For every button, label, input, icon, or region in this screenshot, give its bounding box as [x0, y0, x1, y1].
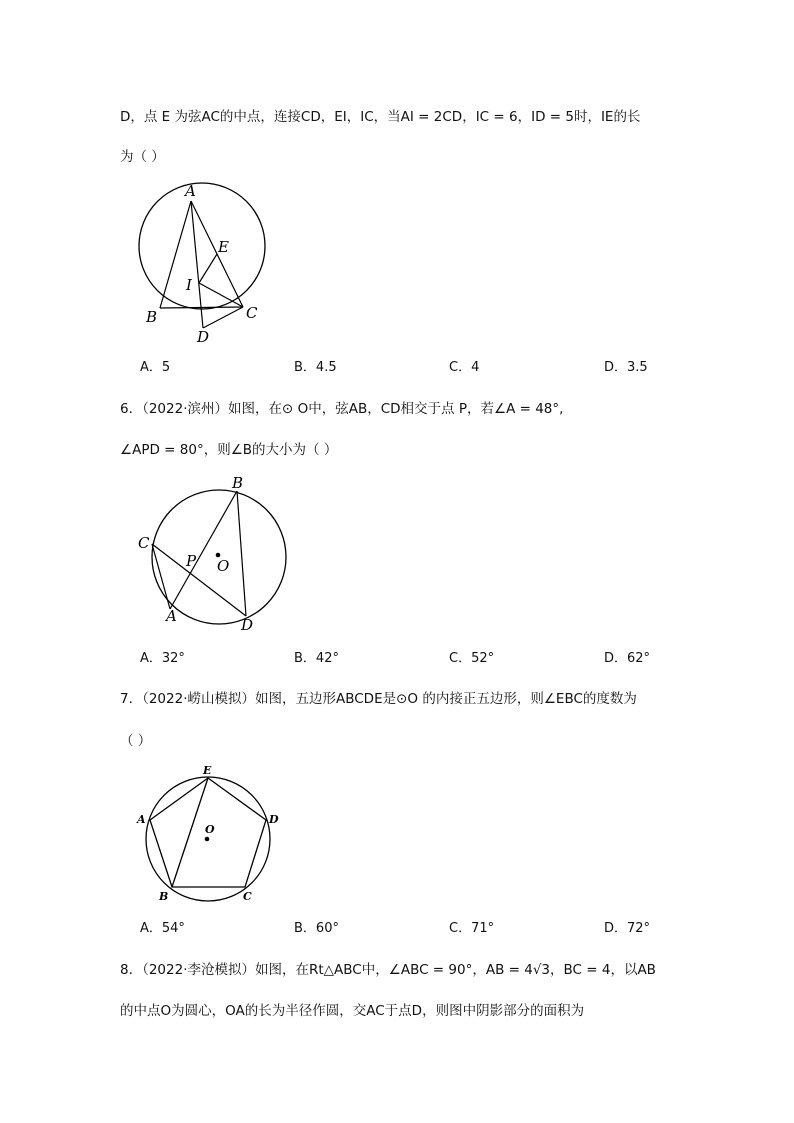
q6-label-o: O	[217, 557, 230, 575]
q6-figure	[135, 470, 290, 638]
q8-text-line2: 的中点O为圆心，OA的长为半径作圆，交AC于点D，则图中阴影部分的面积为	[120, 1003, 585, 1019]
q7-label-a: A	[137, 813, 146, 826]
q6-option-a: A．32°	[140, 651, 185, 666]
q8-text-line1: 8．（2022·李沧模拟）如图，在Rt△ABC中，∠ABC = 90°，AB = 4√3，BC = 4，以AB	[120, 962, 656, 978]
q5-option-c: C．4	[449, 360, 480, 375]
q7-center-dot	[205, 837, 210, 842]
q7-figure	[132, 760, 282, 910]
q7-label-e: E	[203, 764, 212, 777]
q7-option-d: D．72°	[604, 921, 651, 936]
q5-label-b: B	[146, 308, 158, 326]
q7-label-d: D	[269, 813, 279, 826]
q7-option-b: B．60°	[294, 921, 339, 936]
q5-option-b: B．4.5	[294, 360, 337, 375]
q7-text-line2: （ ）	[120, 733, 152, 749]
q7-text-line1: 7．（2022·崂山模拟）如图，五边形ABCDE是⊙O 的内接正五边形，则∠EBC的度数为	[120, 691, 637, 707]
q6-option-c: C．52°	[449, 651, 495, 666]
q6-label-d: D	[241, 616, 254, 634]
q5-option-a: A．5	[140, 360, 171, 375]
q7-option-c: C．71°	[449, 921, 495, 936]
q5-label-c: C	[246, 304, 258, 322]
q6-label-p: P	[186, 552, 197, 570]
q6-option-d: D．62°	[604, 651, 651, 666]
q5-circle	[139, 183, 265, 309]
q7-label-o: O	[205, 823, 215, 836]
q5-text-line1: D，点 E 为弦AC的中点，连接CD，EI，IC，当AI = 2CD，IC = 6，ID = 5时，IE的长	[120, 109, 641, 125]
q6-label-b: B	[232, 474, 244, 492]
q6-text-line1: 6．（2022·滨州）如图，在⊙ O中，弦AB，CD相交于点 P，若∠A = 48°,	[120, 401, 564, 417]
q6-label-c: C	[138, 534, 150, 552]
q7-label-c: C	[243, 890, 252, 903]
q7-option-a: A．54°	[140, 921, 185, 936]
q7-label-b: B	[159, 890, 169, 903]
q5-label-e: E	[218, 238, 229, 256]
q6-label-a: A	[166, 607, 177, 625]
q5-label-d: D	[197, 328, 210, 346]
q6-option-b: B．42°	[294, 651, 339, 666]
q5-figure	[130, 178, 280, 348]
q6-text-line2: ∠APD = 80°，则∠B的大小为（ ）	[120, 442, 338, 458]
q5-label-i: I	[186, 276, 192, 294]
q5-label-a: A	[185, 182, 196, 200]
q5-text-line2: 为（ ）	[120, 149, 165, 165]
q5-option-d: D．3.5	[604, 360, 648, 375]
